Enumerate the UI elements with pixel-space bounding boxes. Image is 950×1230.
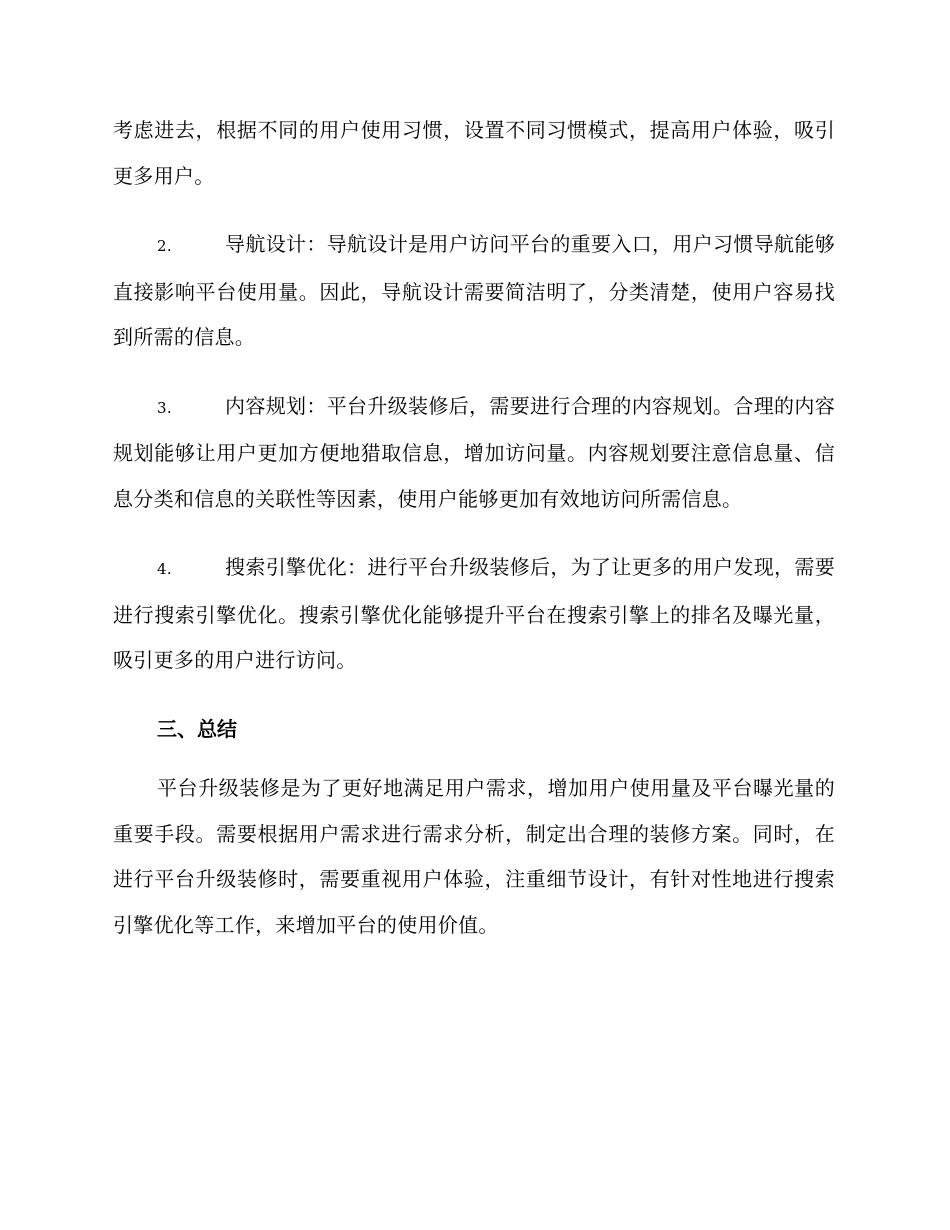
document-body bbox=[113, 108, 835, 948]
list-item-number: 4. bbox=[157, 560, 172, 578]
intro-continuation-paragraph: 考虑进去，根据不同的用户使用习惯，设置不同习惯模式，提高用户体验，吸引更多用户。 bbox=[113, 118, 835, 188]
list-item-seo bbox=[113, 545, 835, 684]
list-item-content-planning bbox=[113, 384, 835, 523]
list-item-navigation bbox=[113, 222, 835, 361]
section-heading: 三、总结 bbox=[157, 716, 237, 741]
list-item-number: 3. bbox=[157, 398, 172, 417]
list-item-text: 导航设计：导航设计是用户访问平台的重要入口，用户习惯导航能够直接影响平台使用量。因此，导航设计需要简洁明了，分类清楚，使用户容易找到所需的信息。 bbox=[113, 232, 835, 349]
list-item-text: 搜索引擎优化：进行平台升级装修后，为了让更多的用户发现，需要进行搜索引擎优化。搜索引擎优化能够提升平台在搜索引擎上的排名及曝光量，吸引更多的用户进行访问。 bbox=[113, 555, 835, 672]
list-item-number: 2. bbox=[157, 237, 172, 255]
list-item-text: 内容规划：平台升级装修后，需要进行合理的内容规划。合理的内容规划能够让用户更加方便地猎取信息，增加访问量。内容规划要注意信息量、信息分类和信息的关联性等因素，使用户能够更加有效地访问所需信息。 bbox=[113, 393, 835, 511]
summary-paragraph: 平台升级装修是为了更好地满足用户需求，增加用户使用量及平台曝光量的重要手段。需要根据用户需求进行需求分析，制定出合理的装修方案。同时，在进行平台升级装修时，需要重视用户体验，注重细节设计，有针对性地进行搜索引擎优化等工作，来增加平台的使用价值。 bbox=[113, 776, 835, 937]
